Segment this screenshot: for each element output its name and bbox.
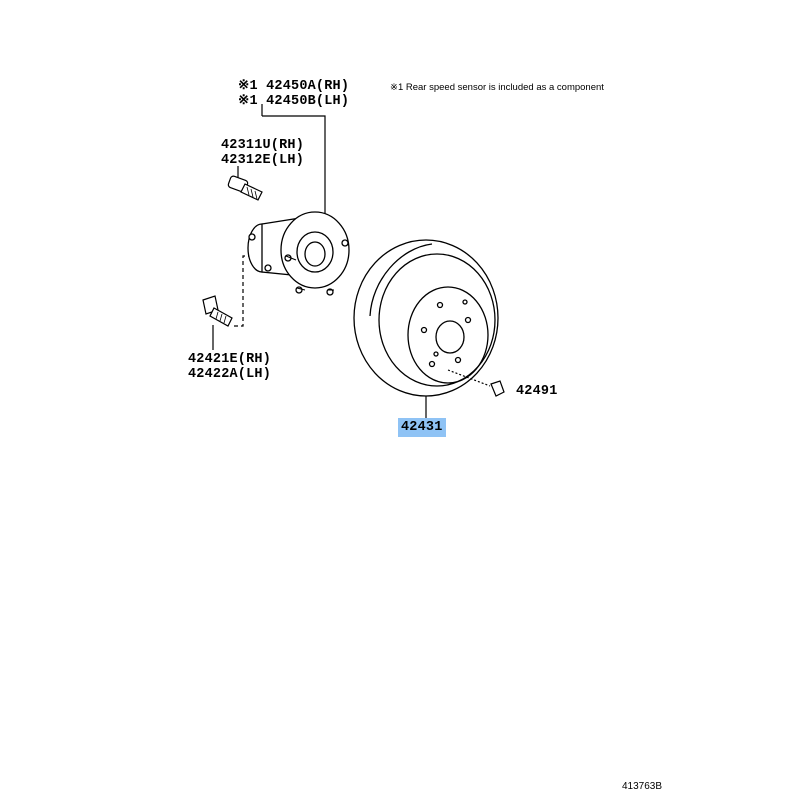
diagram-code: 413763B <box>622 781 663 792</box>
footnote: ※1 Rear speed sensor is included as a component <box>390 82 604 93</box>
part-label-bolt-rh: 42311U(RH) <box>221 138 305 153</box>
part-label-plug[interactable]: 42491 <box>516 384 558 399</box>
hub-bolt-icon <box>227 175 262 200</box>
part-label-hub-rh: ※1 42450A(RH) <box>238 79 350 94</box>
part-label-hubbolt-lh: 42422A(LH) <box>188 367 272 382</box>
part-label-hubbolt-rh: 42421E(RH) <box>188 352 272 367</box>
sensor-bolt-icon <box>203 296 232 326</box>
part-label-disc[interactable]: 42431 <box>398 418 446 437</box>
dashed-leader-sensor <box>232 256 252 326</box>
plug-icon <box>491 381 504 396</box>
part-label-hub-lh: ※1 42450B(LH) <box>238 94 350 109</box>
brake-disc-icon <box>354 240 498 396</box>
hub-assembly-icon <box>248 212 349 295</box>
part-label-bolt-lh: 42312E(LH) <box>221 153 305 168</box>
